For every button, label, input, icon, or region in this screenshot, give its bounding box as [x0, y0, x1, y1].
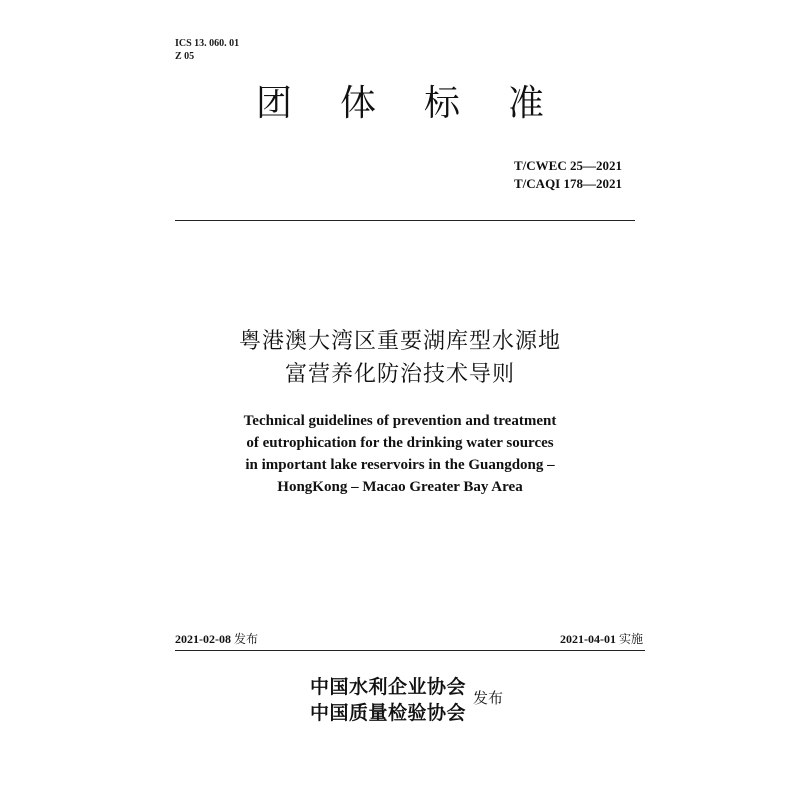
document-category: 团体标准 — [255, 83, 592, 124]
issue-date — [175, 631, 258, 647]
standard-number-cwec: T/CWEC 25—2021 — [514, 158, 622, 173]
top-divider — [175, 220, 635, 221]
implementation-date-label: 实施 — [618, 632, 643, 646]
publisher-org-2: 中国质量检验协会 — [310, 702, 467, 724]
english-title-line-1: Technical guidelines of prevention and treatment — [243, 413, 557, 429]
implementation-date-value: 2021-04-01 — [559, 632, 616, 646]
classification-code: Z 05 — [175, 51, 195, 62]
english-title-line-3: in important lake reservoirs in the Guangdong – — [245, 457, 555, 473]
ics-code: ICS 13. 060. 01 — [175, 38, 240, 49]
chinese-title-line-1: 粤港澳大湾区重要湖库型水源地 — [238, 329, 561, 354]
publish-label: 发布 — [473, 689, 504, 707]
english-title-line-4: HongKong – Macao Greater Bay Area — [277, 479, 523, 495]
english-title-line-2: of eutrophication for the drinking water sources — [246, 435, 554, 451]
chinese-title-line-2: 富营养化防治技术导则 — [284, 362, 515, 387]
implementation-date — [560, 631, 643, 647]
issue-date-label: 发布 — [234, 632, 259, 646]
issue-date-value: 2021-02-08 — [175, 632, 231, 646]
publisher-org-1: 中国水利企业协会 — [310, 676, 467, 698]
bottom-divider — [175, 650, 645, 651]
standard-number-caqi: T/CAQI 178—2021 — [514, 176, 622, 191]
